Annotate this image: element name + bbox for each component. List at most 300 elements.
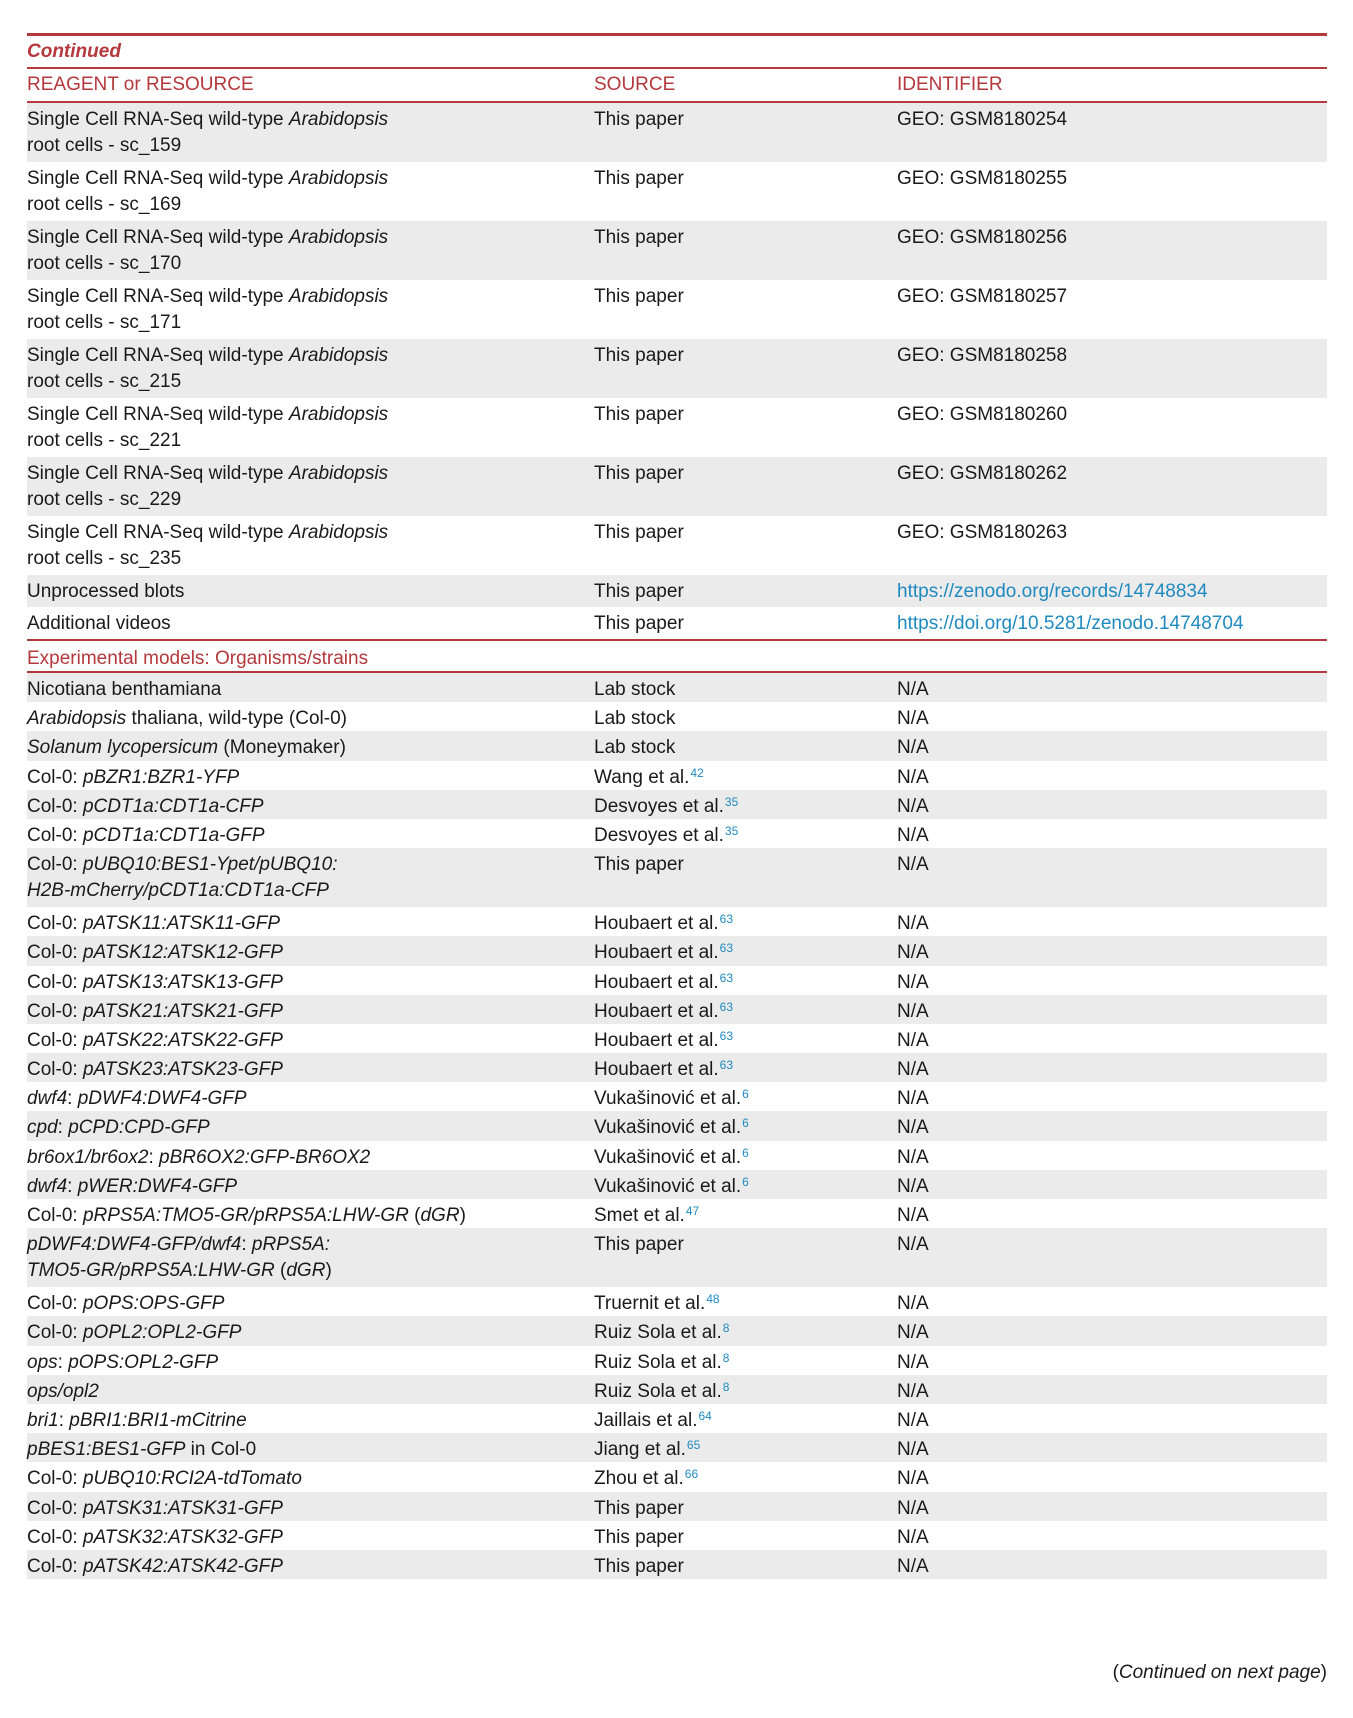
reagent-italic: Arabidopsis (288, 286, 389, 307)
text-fragment: pATSK31:ATSK31-GFP (82, 1497, 283, 1519)
text-fragment: dGR (286, 1260, 326, 1282)
text-fragment: ) (459, 1205, 466, 1226)
identifier-cell: GEO: GSM8180256 (897, 227, 1068, 248)
identifier-cell: N/A (897, 971, 929, 993)
identifier-cell: N/A (897, 1234, 929, 1256)
table-row (27, 221, 1327, 280)
reagent-cell (27, 107, 594, 160)
reagent-line2: root cells - sc_169 (27, 194, 182, 215)
text-fragment: pATSK22:ATSK22-GFP (82, 1029, 283, 1051)
reagent-cell (27, 1057, 594, 1080)
text-fragment: Col-0: (27, 1293, 83, 1315)
reagent-cell (27, 1554, 594, 1577)
header-source: SOURCE (594, 74, 676, 95)
text-fragment: Col-0: (27, 971, 83, 993)
reagent-line2: root cells - sc_159 (27, 135, 182, 156)
source-text: Smet et al. (594, 1205, 685, 1226)
reference-link[interactable]: 63 (719, 912, 733, 927)
text-fragment: : (57, 1117, 69, 1139)
reagent-cell (27, 1232, 594, 1285)
text-fragment: Col-0: (27, 1468, 83, 1490)
reagent-cell (27, 1115, 594, 1138)
reagent-text: Single Cell RNA-Seq wild-type (27, 345, 289, 366)
identifier-cell: N/A (897, 1146, 929, 1168)
text-fragment: pWER:DWF4-GFP (77, 1175, 238, 1197)
table-row (27, 1199, 1327, 1228)
text-fragment: ops (27, 1351, 58, 1373)
source-text: Jiang et al. (594, 1439, 686, 1461)
text-fragment: br6ox1/br6ox2 (27, 1146, 149, 1168)
reference-link[interactable]: 63 (719, 970, 733, 985)
text-fragment: pBRI1:BRI1-mCitrine (69, 1409, 247, 1431)
reference-link[interactable]: 6 (742, 1087, 749, 1102)
reference-link[interactable]: 66 (684, 1467, 699, 1482)
identifier-cell: N/A (897, 1526, 929, 1548)
identifier-cell: N/A (897, 679, 929, 700)
source-cell (594, 1466, 897, 1489)
source-text: Jaillais et al. (594, 1409, 698, 1431)
key-resources-table (27, 33, 1327, 1579)
source-text: Houbaert et al. (594, 1000, 719, 1022)
source-cell (594, 735, 897, 758)
identifier-cell: N/A (897, 1351, 929, 1373)
source-text: Desvoyes et al. (594, 824, 724, 846)
text-fragment: Col-0: (27, 824, 83, 846)
source-cell: This paper (594, 404, 684, 425)
text-fragment: : (148, 1146, 160, 1168)
source-text: Lab stock (594, 679, 676, 700)
text-fragment: pDWF4:DWF4-GFP (77, 1088, 247, 1110)
source-text: This paper (594, 1497, 684, 1519)
source-cell (594, 911, 897, 934)
source-text: Houbaert et al. (594, 913, 719, 935)
table-row (27, 761, 1327, 790)
source-cell (594, 1408, 897, 1431)
reagent-cell (27, 1203, 594, 1226)
source-text: Ruiz Sola et al. (594, 1322, 722, 1344)
reagent-cell (27, 1145, 594, 1168)
reagent-text: Single Cell RNA-Seq wild-type (27, 227, 289, 248)
reference-link[interactable]: 8 (722, 1321, 730, 1336)
identifier-cell: N/A (897, 1117, 929, 1139)
reagent-cell (27, 343, 594, 396)
reagent-cell (27, 1086, 594, 1109)
source-cell (594, 1145, 897, 1168)
text-fragment: : (67, 1088, 78, 1110)
source-cell (594, 1350, 897, 1373)
text-fragment: : (67, 1175, 78, 1197)
text-fragment: Col-0: (27, 1497, 83, 1519)
reference-link[interactable]: 8 (722, 1379, 730, 1394)
identifier-cell: N/A (897, 1088, 929, 1110)
reagent-cell (27, 284, 594, 337)
reagent-cell (27, 402, 594, 455)
reagent-cell (27, 1174, 594, 1197)
identifier-cell: N/A (897, 1380, 929, 1402)
reagent-line2: root cells - sc_170 (27, 253, 182, 274)
source-cell: This paper (594, 522, 684, 543)
source-text: Wang et al. (594, 766, 690, 788)
reference-link[interactable]: 47 (685, 1204, 700, 1218)
reference-link[interactable]: 48 (706, 1292, 720, 1307)
reagent-cell (27, 1408, 594, 1431)
source-text: Houbaert et al. (594, 971, 719, 993)
reagent-text: Single Cell RNA-Seq wild-type (27, 463, 289, 484)
table-row (27, 702, 1327, 731)
source-text: Houbaert et al. (594, 1059, 719, 1081)
reagent-italic: Arabidopsis (288, 109, 389, 130)
header-reagent: REAGENT or RESOURCE (27, 74, 254, 95)
table-row (27, 1492, 1327, 1521)
table-row (27, 162, 1327, 221)
text-fragment: pATSK13:ATSK13-GFP (82, 971, 283, 993)
reference-link[interactable]: 64 (698, 1408, 712, 1423)
identifier-cell (897, 611, 1327, 637)
text-fragment: bri1 (27, 1409, 59, 1431)
source-cell: This paper (594, 345, 684, 366)
source-cell (594, 1232, 897, 1285)
table-row (27, 1228, 1327, 1287)
table-row (27, 1024, 1327, 1053)
reference-link[interactable]: 6 (742, 1116, 749, 1131)
table-row (27, 1550, 1327, 1579)
text-fragment: pATSK42:ATSK42-GFP (82, 1555, 283, 1577)
sc-rows (27, 103, 1327, 575)
source-cell (594, 999, 897, 1022)
identifier-cell: N/A (897, 766, 929, 788)
source-cell (594, 677, 897, 700)
table-row (27, 1462, 1327, 1491)
source-cell (594, 1437, 897, 1460)
text-fragment: Col-0: (27, 942, 83, 964)
identifier-link[interactable]: https://zenodo.org/records/14748834 (897, 581, 1208, 602)
reference-link[interactable]: 63 (719, 1058, 733, 1073)
source-text: Vukašinović et al. (594, 1088, 742, 1110)
identifier-cell: N/A (897, 1322, 929, 1344)
reagent-cell (27, 1028, 594, 1051)
identifier-cell: N/A (897, 1555, 929, 1577)
text-fragment: Solanum lycopersicum (27, 737, 219, 759)
reference-link[interactable]: 65 (686, 1438, 701, 1453)
reagent-cell (27, 765, 594, 788)
identifier-cell: N/A (897, 824, 929, 846)
source-cell: This paper (594, 168, 684, 189)
text-fragment: pBR6OX2:GFP-BR6OX2 (159, 1146, 371, 1168)
source-text: Desvoyes et al. (594, 795, 724, 817)
text-fragment: ops/opl2 (27, 1380, 99, 1402)
table-row (27, 1053, 1327, 1082)
text-fragment: pDWF4:DWF4-GFP/dwf4 (27, 1234, 242, 1256)
link-rows (27, 575, 1327, 639)
continued-footer: (Continued on next page) (1112, 1662, 1327, 1683)
source-text: This paper (594, 1234, 684, 1256)
text-fragment: pATSK11:ATSK11-GFP (82, 913, 281, 935)
text-fragment: Col-0: (27, 1322, 83, 1344)
identifier-cell: N/A (897, 708, 929, 730)
source-cell (594, 1496, 897, 1519)
identifier-cell: N/A (897, 1000, 929, 1022)
text-fragment: Arabidopsis (27, 708, 127, 730)
source-text: Vukašinović et al. (594, 1175, 742, 1197)
reagent-cell (27, 1496, 594, 1519)
source-text: Truernit et al. (594, 1293, 706, 1315)
identifier-cell: N/A (897, 1175, 929, 1197)
table-row (27, 607, 1327, 639)
text-fragment: Col-0: (27, 1059, 83, 1081)
identifier-cell: N/A (897, 1205, 929, 1226)
reagent-cell (27, 1320, 594, 1343)
source-cell: This paper (594, 227, 684, 248)
reagent-text: Single Cell RNA-Seq wild-type (27, 168, 289, 189)
text-fragment: Col-0: (27, 1205, 83, 1226)
source-text: This paper (594, 854, 684, 876)
table-row (27, 339, 1327, 398)
source-cell (594, 1203, 897, 1226)
identifier-cell (897, 579, 1327, 605)
identifier-cell: N/A (897, 795, 929, 817)
table-row (27, 1170, 1327, 1199)
table-row (27, 673, 1327, 702)
text-fragment: pOPS:OPS-GFP (82, 1293, 225, 1315)
source-cell: This paper (594, 463, 684, 484)
table-row (27, 516, 1327, 575)
reagent-cell (27, 706, 594, 729)
identifier-cell: N/A (897, 942, 929, 964)
text-fragment: pCDT1a:CDT1a-CFP (82, 795, 264, 817)
text-fragment: ( (408, 1205, 421, 1226)
reagent-cell (27, 520, 594, 573)
header-identifier: IDENTIFIER (897, 74, 1003, 95)
text-fragment: dwf4 (27, 1088, 68, 1110)
text-fragment: thaliana, wild-type (Col-0) (126, 708, 347, 730)
text-fragment: pATSK21:ATSK21-GFP (82, 1000, 283, 1022)
text-fragment: pATSK23:ATSK23-GFP (82, 1059, 283, 1081)
identifier-cell: N/A (897, 913, 929, 935)
section-title: Experimental models: Organisms/strains (27, 639, 1327, 673)
text-fragment: : (58, 1409, 70, 1431)
identifier-cell: N/A (897, 1409, 929, 1431)
identifier-cell: GEO: GSM8180254 (897, 109, 1068, 130)
table-row (27, 819, 1327, 848)
reagent-italic: Arabidopsis (288, 522, 389, 543)
reference-link[interactable]: 6 (742, 1145, 749, 1160)
table-row (27, 1082, 1327, 1111)
text-fragment: Col-0: (27, 1029, 83, 1051)
reagent-line2: H2B-mCherry/pCDT1a:CDT1a-CFP (27, 880, 329, 902)
source-cell (594, 823, 897, 846)
source-cell: This paper (594, 286, 684, 307)
table-row (27, 995, 1327, 1024)
reagent-cell (27, 823, 594, 846)
source-cell: This paper (594, 109, 684, 130)
reagent-italic: Arabidopsis (288, 404, 389, 425)
reference-link[interactable]: 63 (719, 1028, 733, 1043)
table-row (27, 1375, 1327, 1404)
text-fragment: : (241, 1234, 252, 1256)
table-row (27, 1287, 1327, 1316)
text-fragment: dwf4 (27, 1175, 68, 1197)
text-fragment: pCDT1a:CDT1a-GFP (82, 824, 265, 846)
reagent-line2: root cells - sc_229 (27, 489, 182, 510)
reagent-cell (27, 940, 594, 963)
table-row (27, 280, 1327, 339)
table-row (27, 848, 1327, 907)
source-text: Ruiz Sola et al. (594, 1351, 722, 1373)
source-cell (594, 1028, 897, 1051)
text-fragment: pBES1:BES1-GFP (27, 1439, 186, 1461)
source-text: Vukašinović et al. (594, 1146, 742, 1168)
reagent-cell (27, 999, 594, 1022)
source-cell (594, 1525, 897, 1548)
text-fragment: pOPS:OPL2-GFP (68, 1351, 219, 1373)
source-cell (594, 794, 897, 817)
table-row (27, 790, 1327, 819)
text-fragment: Col-0: (27, 795, 83, 817)
reference-link[interactable]: 35 (724, 823, 739, 838)
identifier-cell: N/A (897, 1468, 929, 1490)
table-row (27, 1141, 1327, 1170)
text-fragment: pUBQ10:RCI2A-tdTomato (82, 1468, 302, 1490)
source-cell (594, 1086, 897, 1109)
source-text: Houbaert et al. (594, 1029, 719, 1051)
reagent-cell (27, 1379, 594, 1402)
identifier-cell: GEO: GSM8180262 (897, 463, 1068, 484)
source-text: This paper (594, 1555, 684, 1577)
reference-link[interactable]: 63 (719, 999, 733, 1014)
reference-link[interactable]: 35 (724, 794, 739, 809)
text-fragment: in Col-0 (185, 1439, 257, 1461)
text-fragment: ( (274, 1260, 287, 1282)
text-fragment: Col-0: (27, 1000, 83, 1022)
reagent-cell (27, 1291, 594, 1314)
reagent-cell (27, 1437, 594, 1460)
identifier-cell: N/A (897, 1059, 929, 1081)
reagent-cell (27, 1350, 594, 1373)
reagent-cell: Unprocessed blots (27, 581, 185, 602)
reference-link[interactable]: 63 (719, 941, 733, 956)
table-row (27, 1433, 1327, 1462)
table-row (27, 398, 1327, 457)
source-cell (594, 1554, 897, 1577)
source-cell (594, 1115, 897, 1138)
text-fragment: pOPL2:OPL2-GFP (82, 1322, 242, 1344)
source-text: Lab stock (594, 708, 676, 730)
identifier-cell: GEO: GSM8180263 (897, 522, 1068, 543)
text-fragment: (Moneymaker) (218, 737, 346, 759)
table-row (27, 1404, 1327, 1433)
reagent-cell (27, 1525, 594, 1548)
text-fragment: pUBQ10:BES1-Ypet/pUBQ10: (82, 854, 338, 876)
table-row (27, 966, 1327, 995)
text-fragment: Col-0: (27, 766, 83, 788)
reagent-cell (27, 461, 594, 514)
source-cell (594, 1291, 897, 1314)
reagent-cell (27, 677, 594, 700)
reagent-text: Single Cell RNA-Seq wild-type (27, 286, 289, 307)
text-fragment: ) (325, 1260, 332, 1282)
source-text: Zhou et al. (594, 1468, 684, 1490)
reagent-cell: Additional videos (27, 613, 171, 634)
identifier-cell: GEO: GSM8180257 (897, 286, 1068, 307)
identifier-cell: N/A (897, 737, 929, 759)
table-row (27, 907, 1327, 936)
table-row (27, 1111, 1327, 1140)
identifier-cell: GEO: GSM8180260 (897, 404, 1068, 425)
text-fragment: Col-0: (27, 913, 83, 935)
reagent-line2: root cells - sc_221 (27, 430, 182, 451)
text-fragment: dGR (420, 1205, 460, 1226)
identifier-cell: N/A (897, 854, 929, 876)
source-cell (594, 1320, 897, 1343)
source-cell (594, 970, 897, 993)
table-row (27, 1521, 1327, 1550)
identifier-cell: N/A (897, 1029, 929, 1051)
identifier-link[interactable]: https://doi.org/10.5281/zenodo.14748704 (897, 613, 1244, 634)
reagent-italic: Arabidopsis (288, 345, 389, 366)
reagent-cell (27, 970, 594, 993)
text-fragment: pBZR1:BZR1-YFP (82, 766, 240, 788)
text-fragment: TMO5-GR/pRPS5A:LHW-GR (27, 1260, 275, 1282)
reagent-line2: root cells - sc_215 (27, 371, 182, 392)
text-fragment: pATSK32:ATSK32-GFP (82, 1526, 283, 1548)
text-fragment: Col-0: (27, 854, 83, 876)
identifier-cell: GEO: GSM8180255 (897, 168, 1068, 189)
reagent-italic: Arabidopsis (288, 168, 389, 189)
reagent-cell (27, 852, 594, 905)
source-text: Vukašinović et al. (594, 1117, 742, 1139)
identifier-cell: N/A (897, 1439, 929, 1461)
source-cell (594, 1057, 897, 1080)
table-header (27, 69, 1327, 103)
source-cell (594, 940, 897, 963)
identifier-cell: N/A (897, 1293, 929, 1315)
reagent-text: Single Cell RNA-Seq wild-type (27, 404, 289, 425)
table-row (27, 575, 1327, 607)
text-fragment: pATSK12:ATSK12-GFP (82, 942, 283, 964)
reference-link[interactable]: 42 (690, 765, 704, 780)
text-fragment: Col-0: (27, 1555, 83, 1577)
table-row (27, 457, 1327, 516)
text-fragment: pCPD:CPD-GFP (68, 1117, 210, 1139)
reagent-cell (27, 911, 594, 934)
table-row (27, 731, 1327, 760)
source-cell (594, 852, 897, 905)
source-cell (594, 1174, 897, 1197)
reagent-text: Single Cell RNA-Seq wild-type (27, 109, 289, 130)
text-fragment: Col-0: (27, 1526, 83, 1548)
reagent-cell (27, 1466, 594, 1489)
source-text: Lab stock (594, 737, 676, 759)
text-fragment: : (57, 1351, 69, 1373)
text-fragment: Nicotiana benthamiana (27, 679, 222, 700)
reference-link[interactable]: 6 (742, 1174, 749, 1189)
continued-label: Continued (27, 36, 1327, 69)
text-fragment: cpd (27, 1117, 58, 1139)
reference-link[interactable]: 8 (722, 1350, 730, 1365)
reagent-line2: root cells - sc_171 (27, 312, 182, 333)
source-cell (594, 706, 897, 729)
reagent-italic: Arabidopsis (288, 463, 389, 484)
source-cell (594, 1379, 897, 1402)
identifier-cell: N/A (897, 1497, 929, 1519)
reagent-cell (27, 735, 594, 758)
strain-rows (27, 673, 1327, 1579)
source-cell: This paper (594, 581, 684, 602)
table-row (27, 1346, 1327, 1375)
source-cell (594, 765, 897, 788)
reagent-line2: root cells - sc_235 (27, 548, 182, 569)
text-fragment: pRPS5A: (251, 1234, 331, 1256)
